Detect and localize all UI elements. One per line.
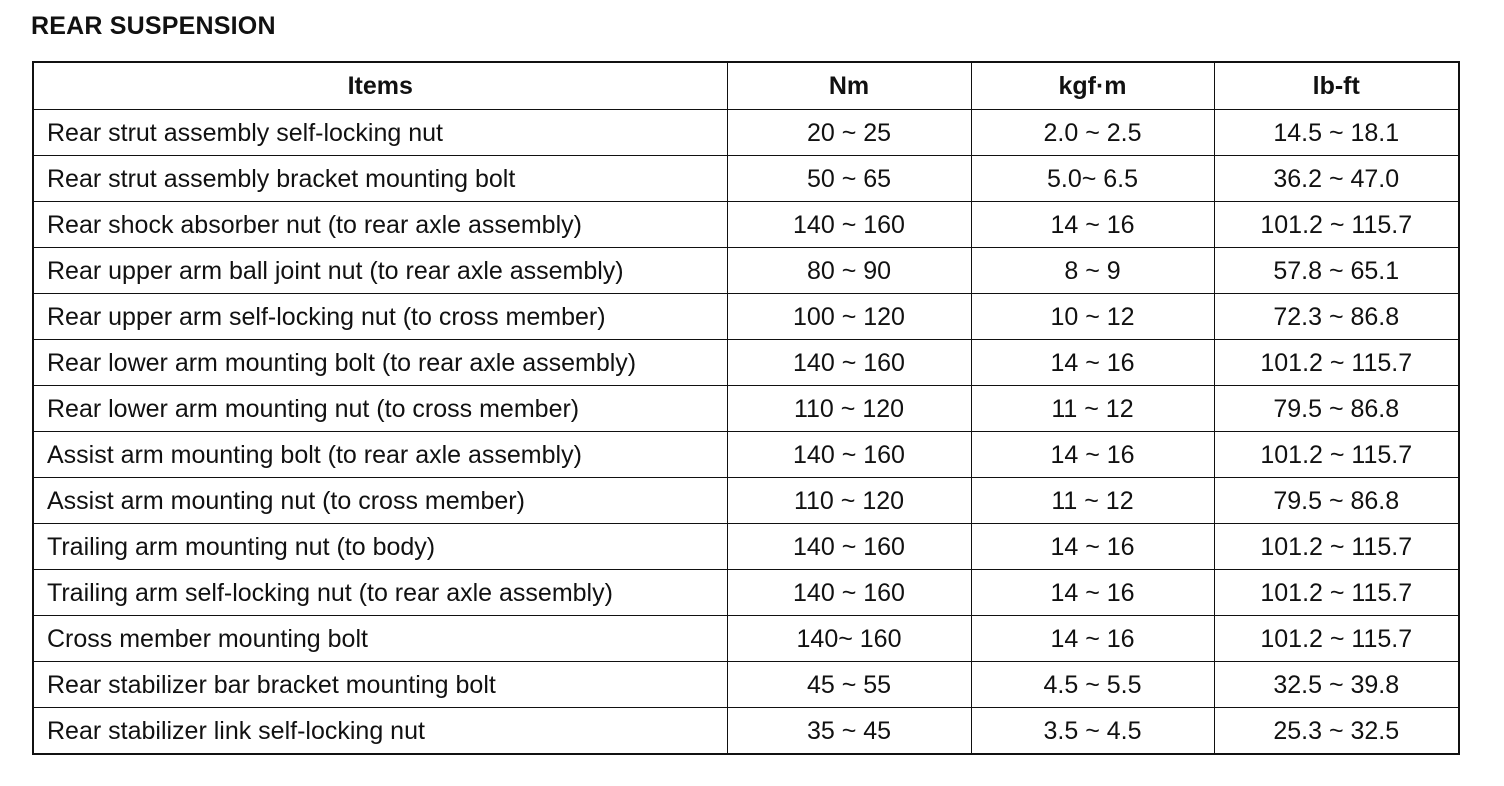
table-row bbox=[33, 340, 1459, 386]
table-row bbox=[33, 110, 1459, 156]
cell-lb-ft: 57.8 ~ 65.1 bbox=[1214, 248, 1459, 294]
cell-kgf-m: 10 ~ 12 bbox=[971, 294, 1214, 340]
cell-nm: 100 ~ 120 bbox=[727, 294, 971, 340]
table-row bbox=[33, 156, 1459, 202]
table-row bbox=[33, 570, 1459, 616]
cell-item: Rear stabilizer bar bracket mounting bolt bbox=[33, 662, 727, 708]
cell-lb-ft: 25.3 ~ 32.5 bbox=[1214, 708, 1459, 755]
torque-spec-table bbox=[32, 61, 1460, 755]
cell-kgf-m: 3.5 ~ 4.5 bbox=[971, 708, 1214, 755]
cell-kgf-m: 14 ~ 16 bbox=[971, 202, 1214, 248]
cell-kgf-m: 14 ~ 16 bbox=[971, 340, 1214, 386]
cell-lb-ft: 32.5 ~ 39.8 bbox=[1214, 662, 1459, 708]
cell-item: Rear stabilizer link self-locking nut bbox=[33, 708, 727, 755]
table-row bbox=[33, 202, 1459, 248]
cell-kgf-m: 14 ~ 16 bbox=[971, 432, 1214, 478]
header-items: Items bbox=[33, 62, 727, 110]
cell-kgf-m: 14 ~ 16 bbox=[971, 524, 1214, 570]
cell-kgf-m: 4.5 ~ 5.5 bbox=[971, 662, 1214, 708]
cell-item: Rear shock absorber nut (to rear axle assembly) bbox=[33, 202, 727, 248]
header-nm: Nm bbox=[727, 62, 971, 110]
cell-nm: 45 ~ 55 bbox=[727, 662, 971, 708]
table-row bbox=[33, 294, 1459, 340]
cell-kgf-m: 8 ~ 9 bbox=[971, 248, 1214, 294]
cell-lb-ft: 101.2 ~ 115.7 bbox=[1214, 202, 1459, 248]
cell-lb-ft: 101.2 ~ 115.7 bbox=[1214, 340, 1459, 386]
cell-lb-ft: 101.2 ~ 115.7 bbox=[1214, 524, 1459, 570]
cell-kgf-m: 14 ~ 16 bbox=[971, 570, 1214, 616]
cell-lb-ft: 101.2 ~ 115.7 bbox=[1214, 570, 1459, 616]
cell-item: Trailing arm self-locking nut (to rear axle assembly) bbox=[33, 570, 727, 616]
cell-item: Rear upper arm self-locking nut (to cross member) bbox=[33, 294, 727, 340]
table-header-row bbox=[33, 62, 1459, 110]
cell-item: Rear lower arm mounting nut (to cross member) bbox=[33, 386, 727, 432]
cell-lb-ft: 36.2 ~ 47.0 bbox=[1214, 156, 1459, 202]
table-row bbox=[33, 432, 1459, 478]
cell-item: Trailing arm mounting nut (to body) bbox=[33, 524, 727, 570]
cell-lb-ft: 101.2 ~ 115.7 bbox=[1214, 432, 1459, 478]
table-row bbox=[33, 386, 1459, 432]
cell-lb-ft: 14.5 ~ 18.1 bbox=[1214, 110, 1459, 156]
cell-kgf-m: 14 ~ 16 bbox=[971, 616, 1214, 662]
cell-kgf-m: 2.0 ~ 2.5 bbox=[971, 110, 1214, 156]
header-lb-ft: lb-ft bbox=[1214, 62, 1459, 110]
table-row bbox=[33, 524, 1459, 570]
cell-nm: 140 ~ 160 bbox=[727, 570, 971, 616]
cell-nm: 140 ~ 160 bbox=[727, 202, 971, 248]
cell-nm: 140~ 160 bbox=[727, 616, 971, 662]
table-row bbox=[33, 248, 1459, 294]
table-row bbox=[33, 616, 1459, 662]
cell-lb-ft: 101.2 ~ 115.7 bbox=[1214, 616, 1459, 662]
cell-nm: 50 ~ 65 bbox=[727, 156, 971, 202]
cell-kgf-m: 11 ~ 12 bbox=[971, 478, 1214, 524]
cell-item: Cross member mounting bolt bbox=[33, 616, 727, 662]
cell-kgf-m: 11 ~ 12 bbox=[971, 386, 1214, 432]
cell-nm: 110 ~ 120 bbox=[727, 386, 971, 432]
header-kgf-m: kgf·m bbox=[971, 62, 1214, 110]
cell-item: Assist arm mounting bolt (to rear axle assembly) bbox=[33, 432, 727, 478]
cell-nm: 35 ~ 45 bbox=[727, 708, 971, 755]
cell-item: Rear lower arm mounting bolt (to rear axle assembly) bbox=[33, 340, 727, 386]
cell-lb-ft: 79.5 ~ 86.8 bbox=[1214, 386, 1459, 432]
cell-item: Rear upper arm ball joint nut (to rear axle assembly) bbox=[33, 248, 727, 294]
cell-lb-ft: 79.5 ~ 86.8 bbox=[1214, 478, 1459, 524]
cell-item: Assist arm mounting nut (to cross member) bbox=[33, 478, 727, 524]
table-row bbox=[33, 662, 1459, 708]
cell-kgf-m: 5.0~ 6.5 bbox=[971, 156, 1214, 202]
cell-nm: 20 ~ 25 bbox=[727, 110, 971, 156]
cell-item: Rear strut assembly bracket mounting bolt bbox=[33, 156, 727, 202]
cell-nm: 140 ~ 160 bbox=[727, 340, 971, 386]
cell-lb-ft: 72.3 ~ 86.8 bbox=[1214, 294, 1459, 340]
cell-item: Rear strut assembly self-locking nut bbox=[33, 110, 727, 156]
cell-nm: 140 ~ 160 bbox=[727, 432, 971, 478]
cell-nm: 110 ~ 120 bbox=[727, 478, 971, 524]
cell-nm: 140 ~ 160 bbox=[727, 524, 971, 570]
table-row bbox=[33, 478, 1459, 524]
table-row bbox=[33, 708, 1459, 755]
cell-nm: 80 ~ 90 bbox=[727, 248, 971, 294]
section-title: REAR SUSPENSION bbox=[31, 12, 276, 40]
